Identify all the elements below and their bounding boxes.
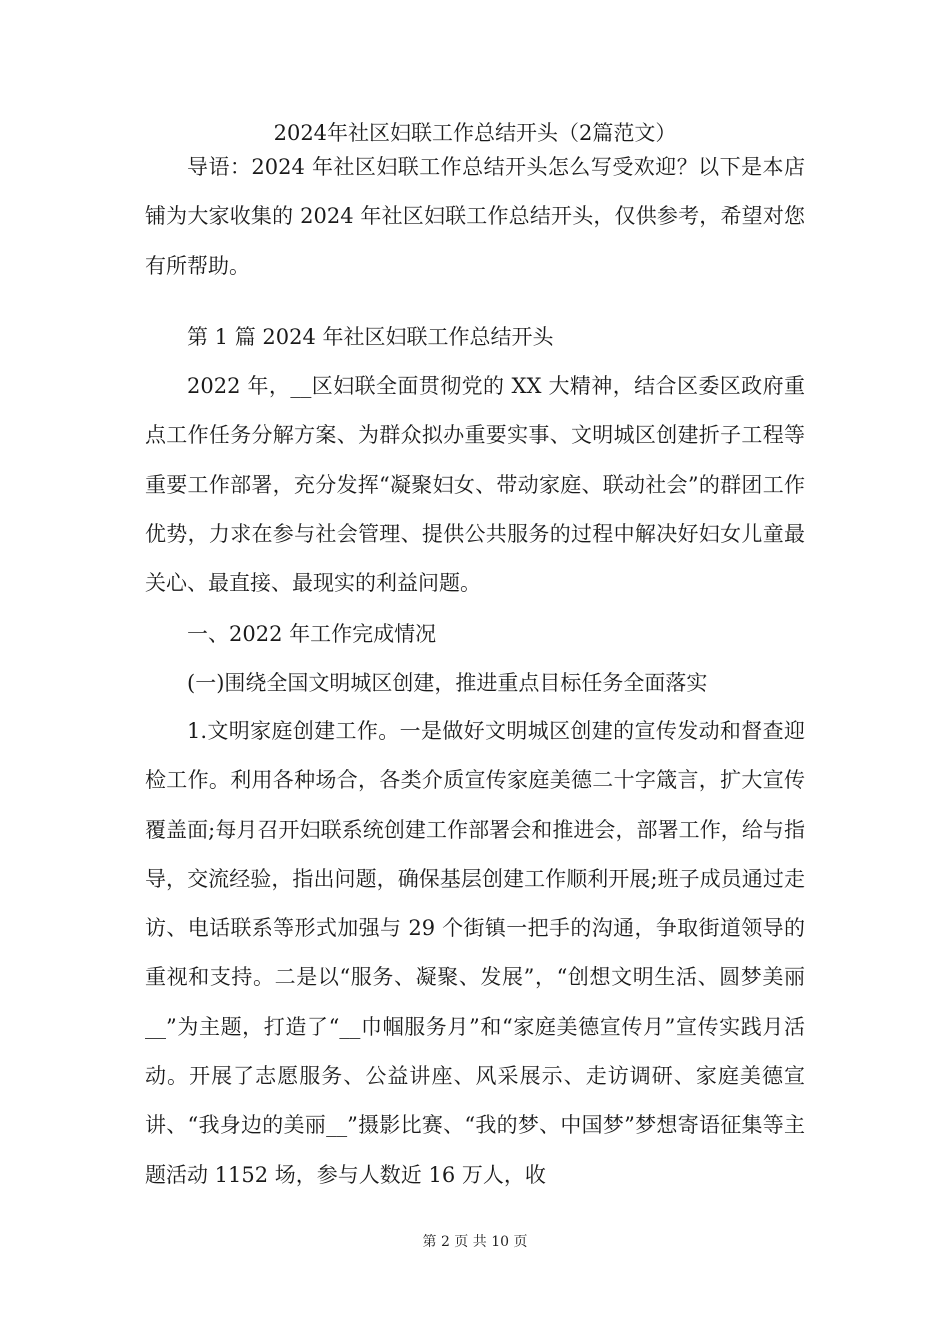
intro-paragraph: 导语：2024 年社区妇联工作总结开头怎么写受欢迎？以下是本店铺为大家收集的 2024 年社区妇联工作总结开头，仅供参考，希望对您有所帮助。 <box>145 155 805 278</box>
heading-civilized-district: (一)围绕全国文明城区创建，推进重点目标任务全面落实 <box>187 671 708 695</box>
section-title: 第 1 篇 2024 年社区妇联工作总结开头 <box>187 325 554 349</box>
page-footer: 第 2 页 共 10 页 <box>422 1234 528 1250</box>
body-paragraph-1: 2022 年，__区妇联全面贯彻党的 XX 大精神，结合区委区政府重点工作任务分解方案、为群众拟办重要实事、文明城区创建折子工程等重要工作部署，充分发挥“凝聚妇女、带动家庭、联动社会”的群团工作优势，力求在参与社会管理、提供公共服务的过程中解决好妇女儿童最关心、最直接、最现实的利益问题。 <box>145 374 805 596</box>
document-title: 2024年社区妇联工作总结开头（2篇范文） <box>273 121 677 145</box>
body-paragraph-2: 1.文明家庭创建工作。一是做好文明城区创建的宣传发动和督查迎检工作。利用各种场合，各类介质宣传家庭美德二十字箴言，扩大宣传覆盖面;每月召开妇联系统创建工作部署会和推进会，部署工作，给与指导，交流经验，指出问题，确保基层创建工作顺利开展;班子成员通过走访、电话联系等形式加强与 29 个街镇一把手的沟通，争取街道领导的重视和支持。二是以“服务、凝聚、发展”，“创想文明生活、圆梦美丽__”为主题，打造了“__巾帼服务月”和“家庭美德宣传月”宣传实践月活动。开展了志愿服务、公益讲座、风采展示、走访调研、家庭美德宣讲、“我身边的美丽__”摄影比赛、“我的梦、中国梦”梦想寄语征集等主题活动 1152 场，参与人数近 16 万人，收 <box>145 719 805 1187</box>
heading-work-completion: 一、2022 年工作完成情况 <box>187 622 437 646</box>
